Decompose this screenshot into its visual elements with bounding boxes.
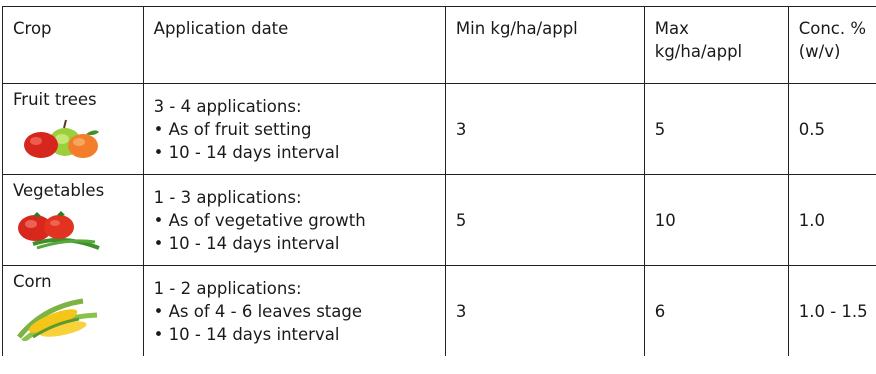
crop-cell — [3, 175, 144, 266]
table-row — [3, 175, 876, 266]
concentration-cell: 1.0 — [788, 175, 876, 266]
crop-name: Corn — [13, 272, 52, 291]
concentration-cell: 1.0 - 1.5 — [788, 266, 876, 357]
application-cell: 3 - 4 applications: • As of fruit setting • 10 - 14 days interval — [143, 84, 445, 175]
crop-name: Vegetables — [13, 181, 105, 200]
crop-name: Fruit trees — [13, 90, 97, 109]
header-concentration: Conc. % (w/v) — [788, 7, 876, 84]
header-application-date: Application date — [143, 7, 445, 84]
min-rate-cell: 3 — [445, 266, 644, 357]
application-table — [2, 6, 876, 356]
max-rate-cell: 6 — [644, 266, 788, 357]
header-crop: Crop — [3, 7, 144, 84]
crop-cell — [3, 266, 144, 357]
concentration-cell: 0.5 — [788, 84, 876, 175]
max-rate-cell: 10 — [644, 175, 788, 266]
min-rate-cell: 5 — [445, 175, 644, 266]
corn-icon — [13, 297, 101, 341]
crop-cell — [3, 84, 144, 175]
fruit-trees-icon — [13, 115, 101, 159]
header-max-rate: Max kg/ha/appl — [644, 7, 788, 84]
max-rate-cell: 5 — [644, 84, 788, 175]
table-row — [3, 84, 876, 175]
table-row — [3, 266, 876, 357]
application-cell: 1 - 2 applications: • As of 4 - 6 leaves stage • 10 - 14 days interval — [143, 266, 445, 357]
application-cell: 1 - 3 applications: • As of vegetative growth • 10 - 14 days interval — [143, 175, 445, 266]
table-header-row — [3, 7, 876, 84]
min-rate-cell: 3 — [445, 84, 644, 175]
vegetables-icon — [13, 206, 101, 250]
header-min-rate: Min kg/ha/appl — [445, 7, 644, 84]
